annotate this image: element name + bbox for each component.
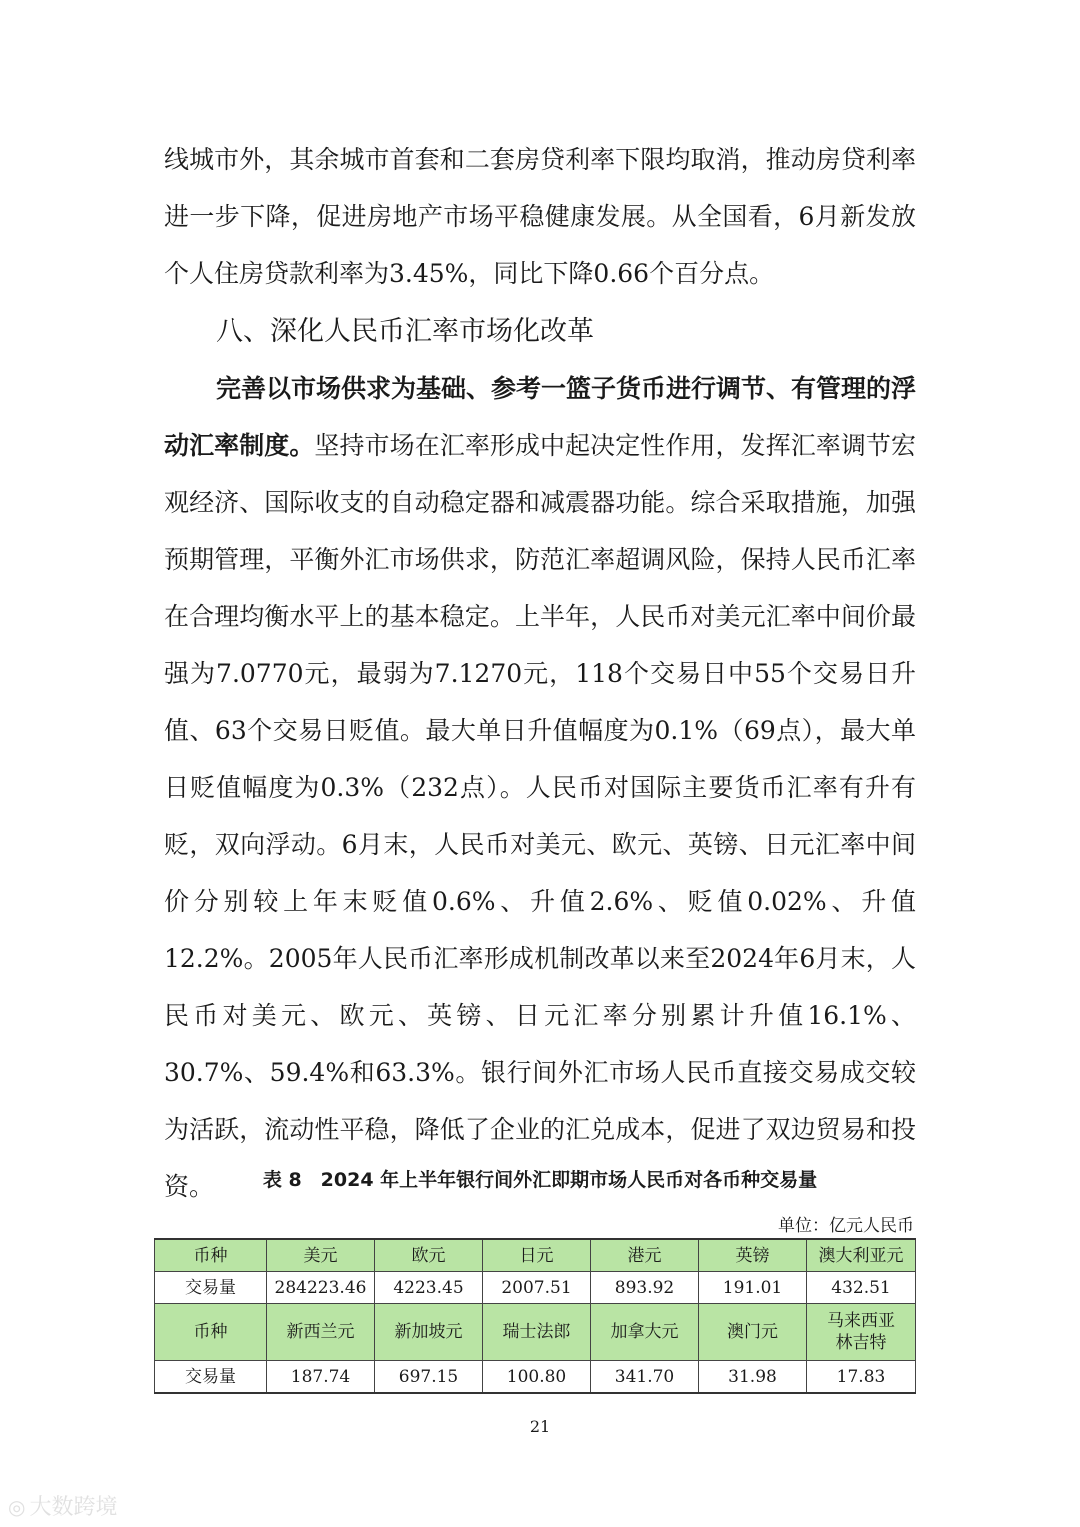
volume-cell: 191.01 — [699, 1272, 807, 1304]
watermark-logo-icon: ◎ — [8, 1495, 26, 1519]
volume-cell: 432.51 — [807, 1272, 916, 1304]
paragraph-exchange-rate — [164, 360, 916, 1215]
currency-cell: 马来西亚林吉特 — [807, 1304, 916, 1361]
volume-cell: 187.74 — [267, 1361, 375, 1394]
table-caption: 表 8 2024 年上半年银行间外汇即期市场人民币对各币种交易量 — [262, 1169, 818, 1191]
currency-cell: 瑞士法郎 — [483, 1304, 591, 1361]
section-heading: 八、深化人民币汇率市场化改革 — [216, 316, 594, 347]
volume-cell: 697.15 — [375, 1361, 483, 1394]
currency-cell: 欧元 — [375, 1239, 483, 1272]
currency-cell: 美元 — [267, 1239, 375, 1272]
table-row — [155, 1272, 916, 1304]
row-label: 币种 — [155, 1304, 267, 1361]
row-label: 币种 — [155, 1239, 267, 1272]
volume-cell: 284223.46 — [267, 1272, 375, 1304]
fx-volume-table — [154, 1238, 916, 1394]
table-row — [155, 1304, 916, 1361]
currency-cell: 英镑 — [699, 1239, 807, 1272]
volume-cell: 17.83 — [807, 1361, 916, 1394]
paragraph-body: 坚持市场在汇率形成中起决定性作用，发挥汇率调节宏观经济、国际收支的自动稳定器和减震器功能。综合采取措施，加强预期管理，平衡外汇市场供求，防范汇率超调风险，保持人民币汇率在合理均衡水平上的基本稳定。上半年，人民币对美元汇率中间价最强为7.0770元，最弱为7.1270元，118个交易日中55个交易日升值、63个交易日贬值。最大单日升值幅度为0.1%（69点），最大单日贬值幅度为0.3%（232点）。人民币对国际主要货币汇率有升有贬，双向浮动。6月末，人民币对美元、欧元、英镑、日元汇率中间价分别较上年末贬值0.6%、升值2.6%、贬值0.02%、升值12.2%。2005年人民币汇率形成机制改革以来至2024年6月末，人民币对美元、欧元、英镑、日元汇率分别累计升值16.1%、30.7%、59.4%和63.3%。银行间外汇市场人民币直接交易成交较为活跃，流动性平稳，降低了企业的汇兑成本，促进了双边贸易和投资。 — [164, 431, 916, 1201]
row-label: 交易量 — [155, 1361, 267, 1394]
watermark — [8, 1490, 117, 1521]
volume-cell: 31.98 — [699, 1361, 807, 1394]
volume-cell: 100.80 — [483, 1361, 591, 1394]
page-number: 21 — [529, 1417, 551, 1436]
volume-cell: 4223.45 — [375, 1272, 483, 1304]
currency-cell: 加拿大元 — [591, 1304, 699, 1361]
currency-cell: 新西兰元 — [267, 1304, 375, 1361]
paragraph-lead: 完善以市场供求为基础、参考一篮子货币进行调节、有管理的浮动汇率制度。 — [164, 374, 917, 460]
currency-cell: 新加坡元 — [375, 1304, 483, 1361]
watermark-text: 大数跨境 — [29, 1495, 118, 1520]
table-row — [155, 1239, 916, 1272]
currency-cell: 港元 — [591, 1239, 699, 1272]
currency-cell: 澳门元 — [699, 1304, 807, 1361]
currency-cell: 日元 — [483, 1239, 591, 1272]
volume-cell: 2007.51 — [483, 1272, 591, 1304]
currency-cell: 澳大利亚元 — [807, 1239, 916, 1272]
volume-cell: 341.70 — [591, 1361, 699, 1394]
paragraph-intro: 线城市外，其余城市首套和二套房贷利率下限均取消，推动房贷利率进一步下降，促进房地产市场平稳健康发展。从全国看，6月新发放个人住房贷款利率为3.45%，同比下降0.66个百分点。 — [164, 145, 916, 288]
row-label: 交易量 — [155, 1272, 267, 1304]
table-row — [155, 1361, 916, 1394]
table-unit: 单位：亿元人民币 — [778, 1216, 914, 1236]
volume-cell: 893.92 — [591, 1272, 699, 1304]
